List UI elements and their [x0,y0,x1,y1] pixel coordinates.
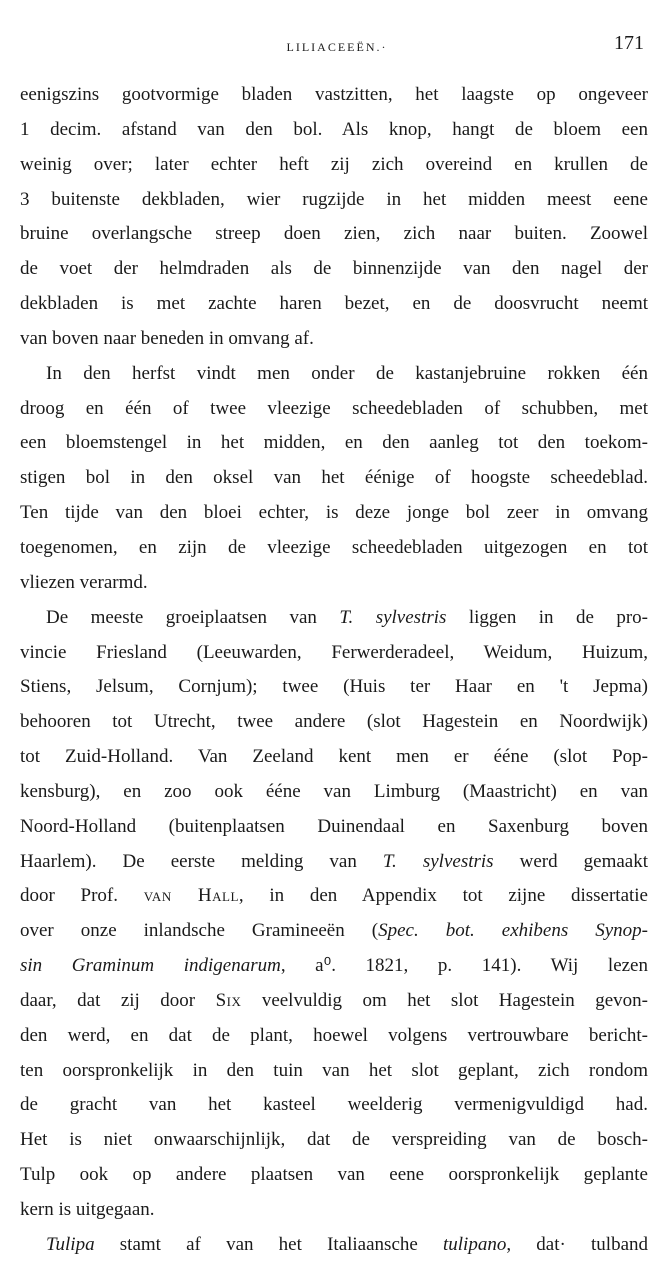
text-line: over onze inlandsche Gramineeën (Spec. bot. exhibens Synop- [20,920,648,942]
page-number: 171 [614,32,644,54]
body-text [20,78,648,1263]
text-line: door Prof. van Hall, in den Appendix tot zijne dissertatie [20,885,648,907]
text-line: De meeste groeiplaatsen van T. sylvestris liggen in de pro- [46,606,648,628]
text-line: droog en één of twee vleezige scheedebladen of schubben, met [20,397,648,419]
text-line: Het is niet onwaarschijnlijk, dat de verspreiding van de bosch- [20,1129,648,1151]
text-line: Tulipa stamt af van het Italiaansche tulipano, dat· tulband [46,1233,648,1255]
text-line: dekbladen is met zachte haren bezet, en de doosvrucht neemt [20,293,648,315]
text-line: sin Graminum indigenarum, a⁰. 1821, p. 141). Wij lezen [20,955,648,977]
running-head: LILIACEEËN.· [286,40,388,54]
text-line: weinig over; later echter heft zij zich overeind en krullen de [20,153,648,175]
text-line: In den herfst vindt men onder de kastanjebruine rokken één [46,362,648,384]
text-line: 3 buitenste dekbladen, wier rugzijde in het midden meest eene [20,188,648,210]
text-line: Haarlem). De eerste melding van T. sylvestris werd gemaakt [20,850,648,872]
text-line: toegenomen, en zijn de vleezige scheedebladen uitgezogen en tot [20,536,648,558]
text-line: Stiens, Jelsum, Cornjum); twee (Huis ter Haar en 't Jepma) [20,676,648,698]
text-line: de voet der helmdraden als de binnenzijde van den nagel der [20,258,648,280]
text-line: den werd, en dat de plant, hoewel volgens vertrouwbare bericht- [20,1024,648,1046]
text-line: vliezen verarmd. [20,571,148,593]
text-line: behooren tot Utrecht, twee andere (slot Hagestein en Noordwijk) [20,711,648,733]
text-line: ten oorspronkelijk in den tuin van het slot geplant, zich rondom [20,1059,648,1081]
text-line: 1 decim. afstand van den bol. Als knop, hangt de bloem een [20,118,648,140]
text-line: Tulp ook op andere plaatsen van eene oorspronkelijk geplante [20,1164,648,1186]
text-line: stigen bol in den oksel van het éénige of hoogste scheedeblad. [20,467,648,489]
text-line: kern is uitgegaan. [20,1199,155,1220]
text-line: tot Zuid-Holland. Van Zeeland kent men er ééne (slot Pop- [20,746,648,768]
text-line: vincie Friesland (Leeuwarden, Ferwerderadeel, Weidum, Huizum, [20,641,648,663]
text-line: een bloemstengel in het midden, en den aanleg tot den toekom- [20,432,648,454]
text-line: Noord-Holland (buitenplaatsen Duinendaal en Saxenburg boven [20,815,648,837]
page-header [20,32,654,62]
text-line: de gracht van het kasteel weelderig vermenigvuldigd had. [20,1094,648,1116]
text-line: Ten tijde van den bloei echter, is deze jonge bol zeer in omvang [20,502,648,524]
text-line: bruine overlangsche streep doen zien, zich naar buiten. Zoowel [20,223,648,245]
text-line: van boven naar beneden in omvang af. [20,327,314,349]
text-line: kensburg), en zoo ook ééne van Limburg (Maastricht) en van [20,780,648,802]
text-line: eenigszins gootvormige bladen vastzitten, het laagste op ongeveer [20,84,648,105]
text-line: daar, dat zij door Six veelvuldig om het slot Hagestein gevon- [20,989,648,1011]
